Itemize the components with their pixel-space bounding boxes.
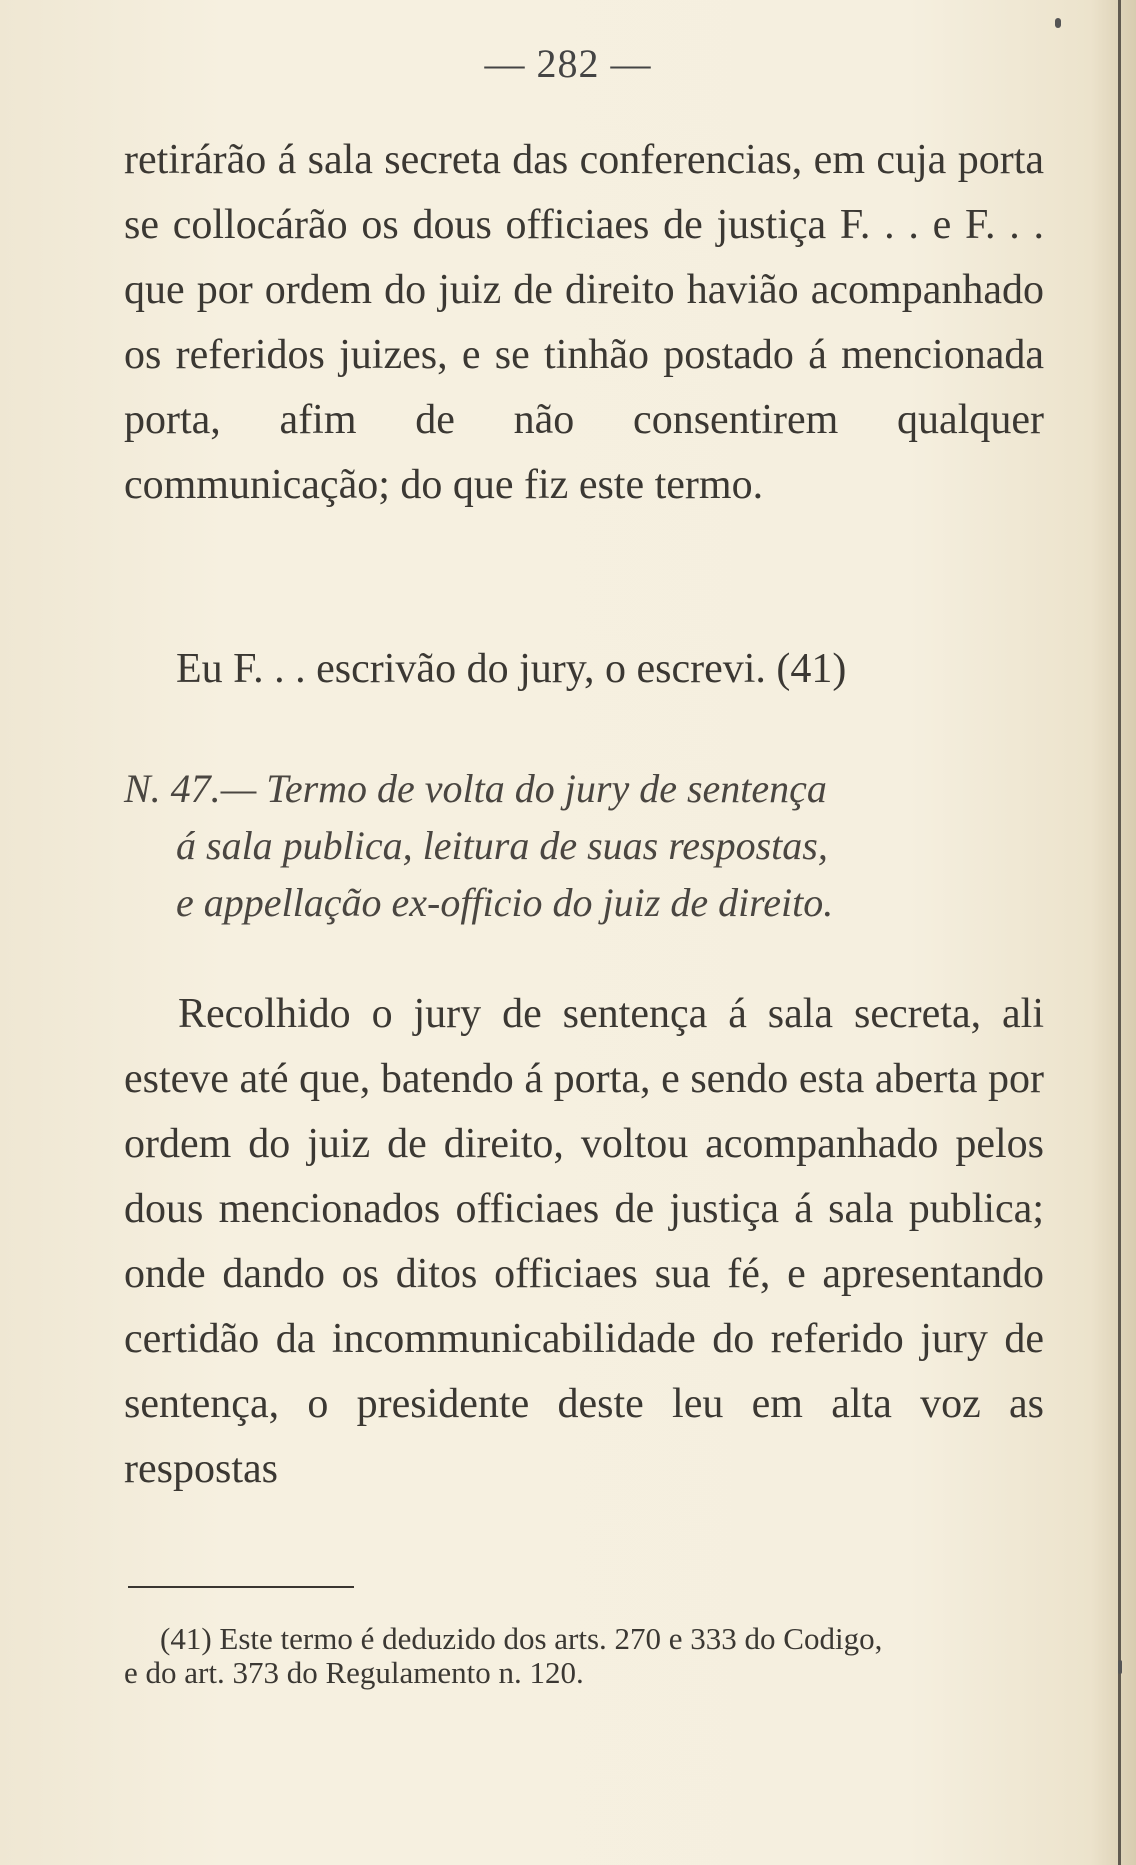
heading-line-3: e appellação ex-officio do juiz de direito. (176, 880, 834, 925)
section-heading (124, 760, 1044, 931)
heading-line-1: — Termo de volta do jury de sentença (220, 766, 827, 811)
footnote (124, 1622, 1044, 1690)
heading-line-2: á sala publica, leitura de suas respostas, (176, 823, 828, 868)
paragraph-2: Recolhido o jury de sentença á sala secreta, ali esteve até que, batendo á porta, e sendo esta aberta por ordem do juiz de direito, voltou acompanhado pelos dous mencionados officiaes de justiça á sala publica; onde dando os ditos officiaes sua fé, e apresentando certidão da incommunicabilidade do referido jury de sentença, o presidente deste leu em alta voz as respostas (124, 991, 1044, 1492)
ink-speck (1055, 18, 1061, 28)
footnote-line-2: e do art. 373 do Regulamento n. 120. (124, 1655, 584, 1690)
paragraph-1: retirárão á sala secreta das conferencias, em cuja porta se collocárão os dous officiaes de justiça F. . . e F. . . que por ordem do juiz de direito havião acompanhado os referidos juizes, e se tinhão postado á mencionada porta, afim de não consentirem qualquer communicação; do que fiz este termo. (124, 137, 1044, 508)
ink-speck (1118, 1660, 1122, 1674)
page-number: — 282 — (484, 41, 652, 86)
footnote-line-1: (41) Este termo é deduzido dos arts. 270 e 333 do Codigo, (160, 1621, 883, 1656)
page-edge (1118, 0, 1121, 1865)
footnote-separator (128, 1586, 354, 1588)
signature-line: Eu F. . . escrivão do jury, o escrevi. (41) (176, 646, 847, 692)
heading-number: N. 47. (124, 766, 221, 811)
